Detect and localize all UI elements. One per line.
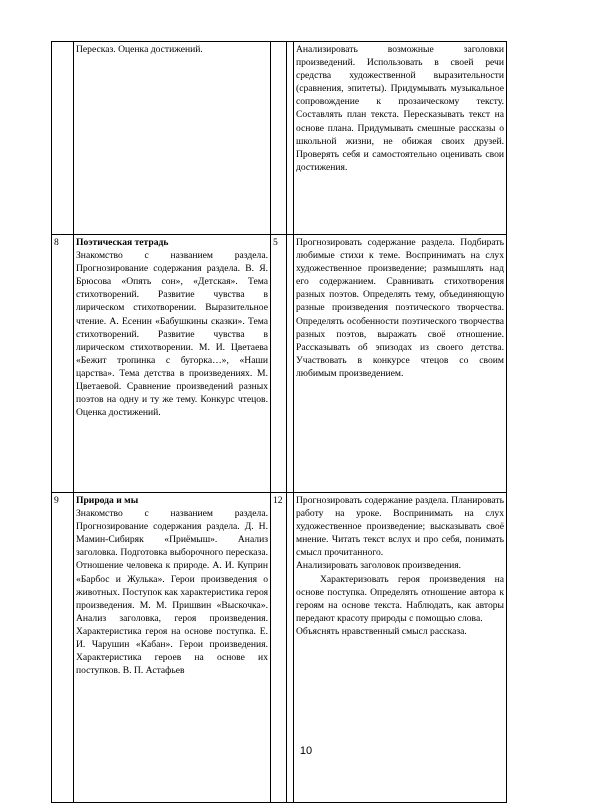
activities-text: Прогнозировать содержание раздела. Планировать работу на уроке. Воспринимать на слух художественное произведение; высказывать своё мнение. Читать текст вслух и про себя, понимать смысл прочитанного.: [296, 495, 504, 559]
activities-text: Прогнозировать содержание раздела. Подбирать любимые стихи к теме. Воспринимать на слух художественное произведение; размышлять над его содержанием. Сравнивать стихотворения разных поэтов. Определять тему, объединяющую разные произведения поэтического творчества. Определять особенности поэтического творчества разных поэтов, выражать своё отношение. Рассказывать об эпизодах из своего детства. Участвовать в конкурсе чтецов со своим любимым произведением.: [296, 237, 504, 379]
hours-count: 5: [271, 235, 287, 493]
section-title: Поэтическая тетрадь: [76, 237, 169, 248]
activities-text: Анализировать возможные заголовки произведений. Использовать в своей речи средства художественной выразительности (сравнения, эпитеты). Придумывать музыкальное сопровождение к прозаическому тексту. Составлять план текста. Пересказывать текст на основе плана. Придумывать смешные рассказы о школьной жизни, не обижая своих друзей. Проверять себя и самостоятельно оценивать свои достижения.: [296, 44, 504, 173]
table-row: [52, 42, 507, 235]
lesson-content: [74, 235, 271, 493]
page-number: 10: [299, 745, 313, 757]
activities-cell: [294, 42, 507, 235]
section-title: Природа и мы: [76, 495, 139, 506]
activities-text: Объяснять нравственный смысл рассказа.: [296, 625, 467, 637]
curriculum-table: [51, 41, 507, 803]
content-text: Знакомство с названием раздела. Прогнозирование содержания раздела. В. Я. Брюсова «Опять сон», «Детская». Тема стихотворений. Развитие чувства в лирическом стихотворении. Выразительное чтение. А. Есенин «Бабушкины сказки». Тема стихотворений. Развитие чувства в лирическом стихотворении. М. И. Цветаева «Бежит тропинка с бугорка…», «Наши царства». Тема детства в произведениях. М. Цветаевой. Сравнение произведений разных поэтов на одну и ту же тему. Конкурс чтецов. Оценка достижений.: [76, 250, 268, 419]
lesson-content: [74, 42, 271, 235]
hours-count: [271, 42, 287, 235]
activities-text: Характеризовать героя произведения на основе поступка. Определять отношение автора к героям на основе текста. Наблюдать, как авторы передают красоту природы с помощью слова.: [296, 573, 504, 624]
row-number: 8: [52, 235, 74, 493]
table-row: [52, 235, 507, 493]
activities-text: Анализировать заголовок произведения.: [296, 560, 462, 572]
content-text: Знакомство с названием раздела. Прогнозирование содержания раздела. Д. Н. Мамин-Сибиряк «Приёмыш». Анализ заголовка. Подготовка выборочного пересказа. Отношение человека к природе. А. И. Куприн «Барбос и Жулька». Герои произведения о животных. Поступок как характеристика героя произведения. М. М. Пришвин «Выскочка». Анализ заголовка, героя произведения. Характеристика героя на основе поступка. Е. И. Чарушин «Кабан». Герои произведения. Характеристика героев на основе их поступков. В. П. Астафьев: [76, 508, 268, 677]
hours-count: 12: [271, 493, 287, 803]
content-text: Пересказ. Оценка достижений.: [76, 44, 203, 55]
row-number: [52, 42, 74, 235]
spacer-cell: [287, 42, 294, 235]
activities-cell: [294, 235, 507, 493]
row-number: 9: [52, 493, 74, 803]
spacer-cell: [287, 235, 294, 493]
